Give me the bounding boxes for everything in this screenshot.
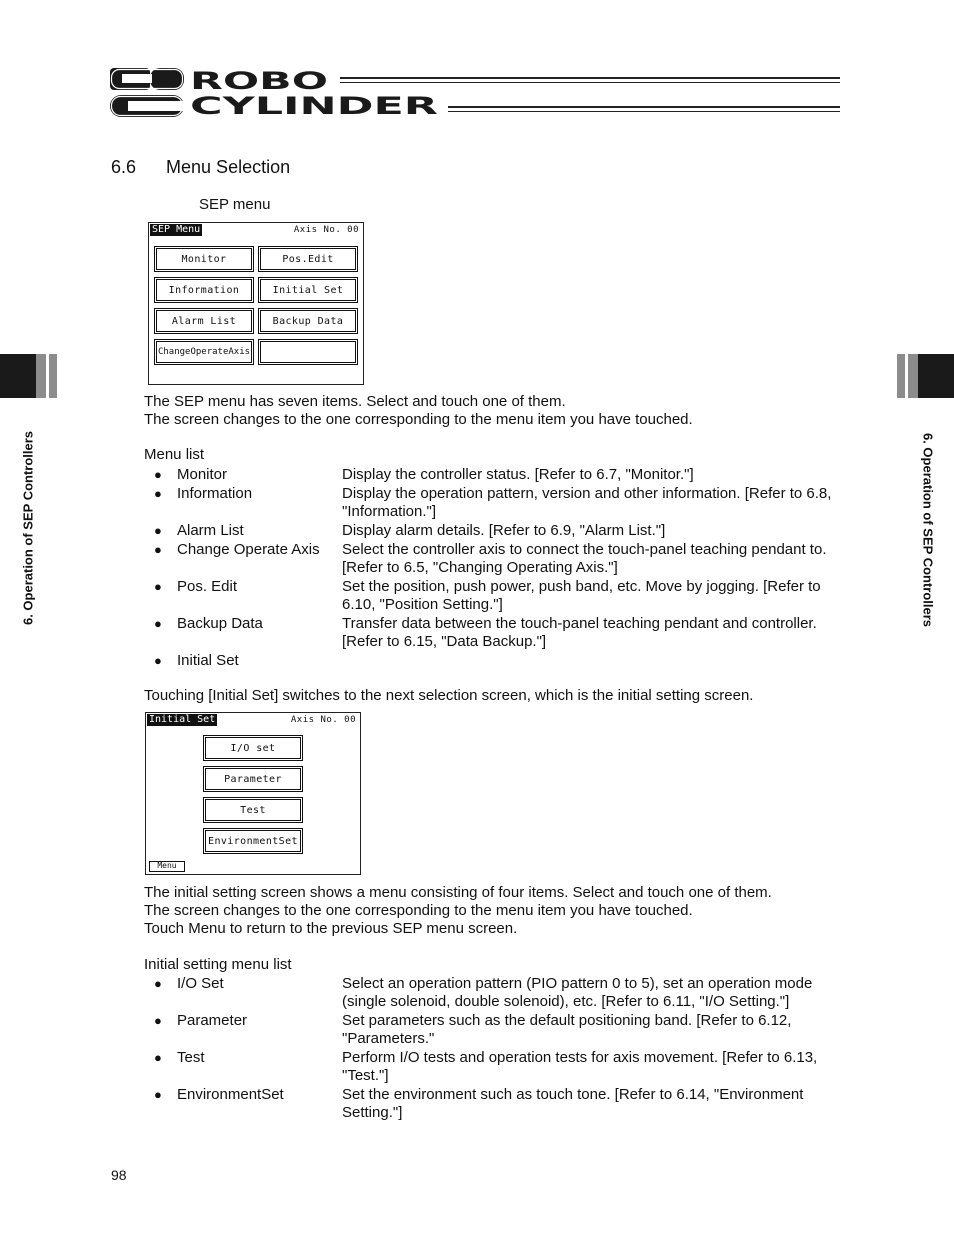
list-item	[144, 652, 844, 670]
bullet-icon: ●	[154, 976, 162, 991]
list-item	[144, 522, 844, 540]
item-name: EnvironmentSet	[177, 1086, 284, 1103]
section-title: Menu Selection	[166, 157, 291, 177]
header-rule	[340, 82, 840, 83]
item-desc: Set the environment such as touch tone. [Refer to 6.14, "Environment Setting."]	[342, 1086, 804, 1121]
item-desc: Perform I/O tests and operation tests for axis movement. [Refer to 6.13, "Test."]	[342, 1049, 818, 1084]
side-tab-left-accent	[36, 354, 46, 398]
bullet-icon: ●	[154, 653, 162, 668]
list-item	[144, 615, 844, 651]
item-name: Change Operate Axis	[177, 541, 320, 558]
pos-edit-button[interactable]: Pos.Edit	[258, 246, 358, 272]
bullet-icon: ●	[154, 523, 162, 538]
bullet-icon: ●	[154, 1013, 162, 1028]
logo-mark: RC	[110, 68, 112, 69]
list-item	[144, 485, 844, 521]
bullet-icon: ●	[154, 486, 162, 501]
bullet-icon: ●	[154, 467, 162, 482]
parameter-button[interactable]: Parameter	[203, 766, 303, 792]
item-name: Monitor	[177, 466, 228, 483]
text-line: Touch Menu to return to the previous SEP menu screen.	[144, 920, 518, 937]
information-button[interactable]: Information	[154, 277, 254, 303]
backup-data-button[interactable]: Backup Data	[258, 308, 358, 334]
text-line: The screen changes to the one corresponding to the menu item you have touched.	[144, 902, 693, 919]
list-item	[144, 541, 844, 577]
list-item	[144, 466, 844, 484]
text-line: The SEP menu has seven items. Select and touch one of them.	[144, 393, 566, 410]
alarm-list-button[interactable]: Alarm List	[154, 308, 254, 334]
logo-text-robo: ROBO	[190, 68, 328, 95]
paragraph	[144, 393, 693, 429]
side-tab-right-accent	[908, 354, 918, 398]
item-name: Pos. Edit	[177, 578, 238, 595]
screen-title: SEP Menu	[152, 224, 201, 235]
menu-list-heading: Menu list	[144, 446, 205, 463]
bullet-icon: ●	[154, 1087, 162, 1102]
item-desc: Display alarm details. [Refer to 6.9, "Alarm List."]	[342, 522, 666, 539]
side-label-left: 6. Operation of SEP Controllers	[20, 430, 36, 626]
item-desc: Set parameters such as the default positioning band. [Refer to 6.12, "Parameters."	[342, 1012, 792, 1047]
text-line: The screen changes to the one corresponding to the menu item you have touched.	[144, 411, 693, 428]
bullet-icon: ●	[154, 1050, 162, 1065]
empty-button[interactable]	[258, 339, 358, 365]
item-name: Test	[177, 1049, 205, 1066]
robo-cylinder-logo	[110, 68, 450, 120]
header-rule	[340, 77, 840, 79]
side-tab-left	[0, 354, 36, 398]
monitor-button[interactable]: Monitor	[154, 246, 254, 272]
item-desc: Transfer data between the touch-panel teaching pendant and controller. [Refer to 6.15, "Data Backup."]	[342, 615, 817, 650]
item-name: Backup Data	[177, 615, 263, 632]
paragraph	[144, 884, 772, 938]
list-item	[144, 975, 844, 1011]
item-desc: Set the position, push power, push band, etc. Move by jogging. [Refer to 6.10, "Position Setting."]	[342, 578, 821, 613]
sep-menu-screen	[148, 222, 364, 385]
header-rule	[448, 111, 840, 112]
axis-number: Axis No. 00	[293, 225, 359, 235]
environment-set-button[interactable]: EnvironmentSet	[203, 828, 303, 854]
bullet-icon: ●	[154, 616, 162, 631]
initial-set-button[interactable]: Initial Set	[258, 277, 358, 303]
item-desc: Display the operation pattern, version and other information. [Refer to 6.8, "Information."]	[342, 485, 832, 520]
bullet-icon: ●	[154, 579, 162, 594]
axis-number: Axis No. 00	[290, 715, 356, 725]
initial-set-screen	[145, 712, 361, 875]
list-item	[144, 1012, 844, 1048]
item-name: Parameter	[177, 1012, 248, 1029]
item-name: Information	[177, 485, 253, 502]
io-set-button[interactable]: I/O set	[203, 735, 303, 761]
item-desc: Select the controller axis to connect the touch-panel teaching pendant to. [Refer to 6.5, "Changing Operating Axis."]	[342, 541, 827, 576]
item-name: Alarm List	[177, 522, 244, 539]
list-item	[144, 578, 844, 614]
paragraph: Touching [Initial Set] switches to the next selection screen, which is the initial setting screen.	[144, 687, 754, 704]
page-number: 98	[111, 1167, 127, 1183]
sep-menu-caption: SEP menu	[199, 196, 271, 213]
side-tab-right-accent	[897, 354, 905, 398]
bullet-icon: ●	[154, 542, 162, 557]
side-tab-left-accent	[49, 354, 57, 398]
header-rule	[448, 106, 840, 108]
logo-text-cylinder: CYLINDER	[190, 92, 438, 120]
list-item	[144, 1086, 844, 1122]
section-number: 6.6	[111, 157, 137, 177]
side-tab-right	[918, 354, 954, 398]
text-line: The initial setting screen shows a menu consisting of four items. Select and touch one of them.	[144, 884, 772, 901]
section-heading	[111, 157, 290, 178]
item-desc: Display the controller status. [Refer to 6.7, "Monitor."]	[342, 466, 694, 483]
screen-title: Initial Set	[149, 714, 216, 725]
item-desc: Select an operation pattern (PIO pattern 0 to 5), set an operation mode (single solenoid, double solenoid), etc. [Refer to 6.11, "I/O Setting."]	[342, 975, 813, 1010]
item-name: I/O Set	[177, 975, 224, 992]
test-button[interactable]: Test	[203, 797, 303, 823]
item-name: Initial Set	[177, 652, 239, 669]
change-operate-axis-button[interactable]: ChangeOperateAxis	[154, 339, 254, 365]
list-item	[144, 1049, 844, 1085]
menu-button[interactable]: Menu	[149, 861, 185, 872]
initial-list-heading: Initial setting menu list	[144, 956, 292, 973]
side-label-right: 6. Operation of SEP Controllers	[920, 432, 936, 628]
